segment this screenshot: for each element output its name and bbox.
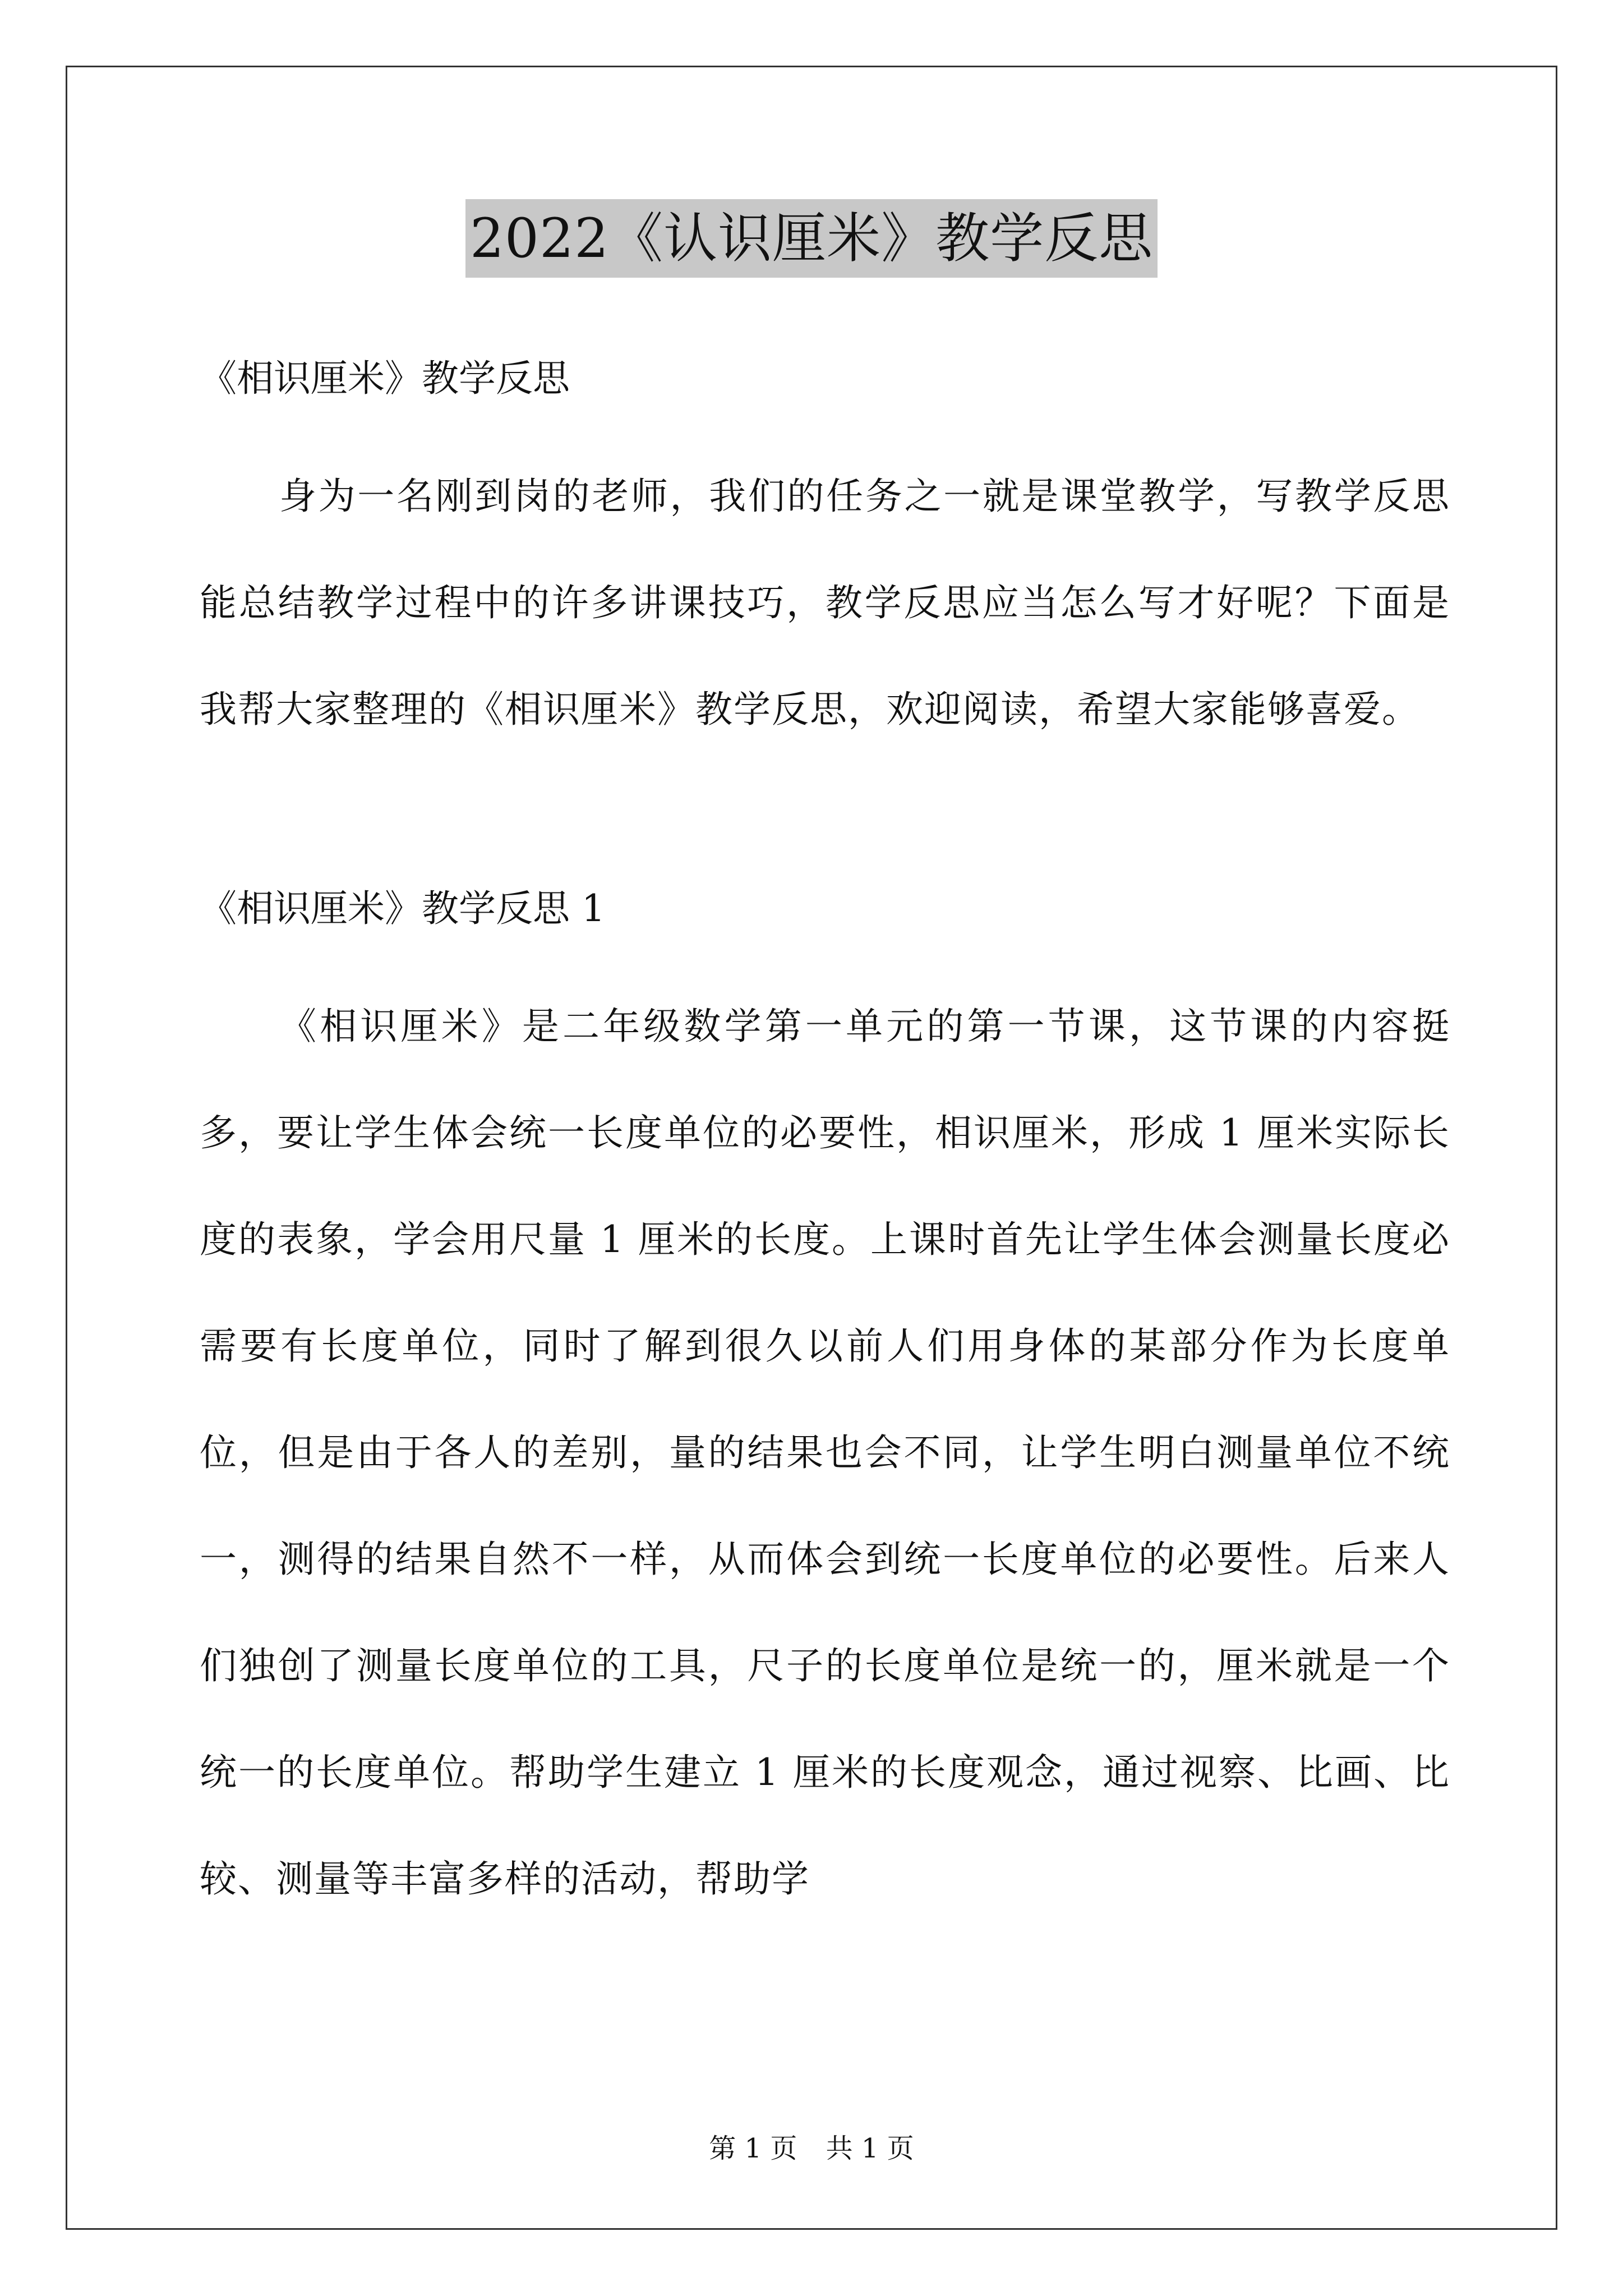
document-title: 2022《认识厘米》教学反思 bbox=[465, 199, 1158, 278]
section-1-heading: 《相识厘米》教学反思 1 bbox=[200, 887, 605, 930]
intro-paragraph: 身为一名刚到岗的老师，我们的任务之一就是课堂教学，写教学反思能总结教学过程中的许多讲课技巧，教学反思应当怎么写才好呢？下面是我帮大家整理的《相识厘米》教学反思，欢迎阅读，希望大家能够喜爱。 bbox=[200, 475, 1450, 731]
title-container bbox=[0, 199, 1623, 278]
page-total: 共 1 页 bbox=[826, 2133, 914, 2164]
page-number: 第 1 页 bbox=[709, 2133, 797, 2164]
page-footer bbox=[0, 2132, 1623, 2165]
spacer bbox=[200, 763, 1450, 878]
document-body bbox=[200, 348, 1450, 1932]
spacer bbox=[200, 409, 1450, 443]
intro-heading: 《相识厘米》教学反思 bbox=[200, 357, 570, 400]
spacer bbox=[200, 940, 1450, 973]
section-1-paragraph: 《相识厘米》是二年级数学第一单元的第一节课，这节课的内容挺多，要让学生体会统一长度单位的必要性，相识厘米，形成 1 厘米实际长度的表象，学会用尺量 1 厘米的长度。上课时首先让学生体会测量长度必需要有长度单位，同时了解到很久以前人们用身体的某部分作为长度单位，但是由于各人的差别，量的结果也会不同，让学生明白测量单位不统一，测得的结果自然不一样，从而体会到统一长度单位的必要性。后来人们独创了测量长度单位的工具，尺子的长度单位是统一的，厘米就是一个统一的长度单位。帮助学生建立 1 厘米的长度观念，通过视察、比画、比较、测量等丰富多样的活动，帮助学 bbox=[200, 1005, 1450, 1901]
